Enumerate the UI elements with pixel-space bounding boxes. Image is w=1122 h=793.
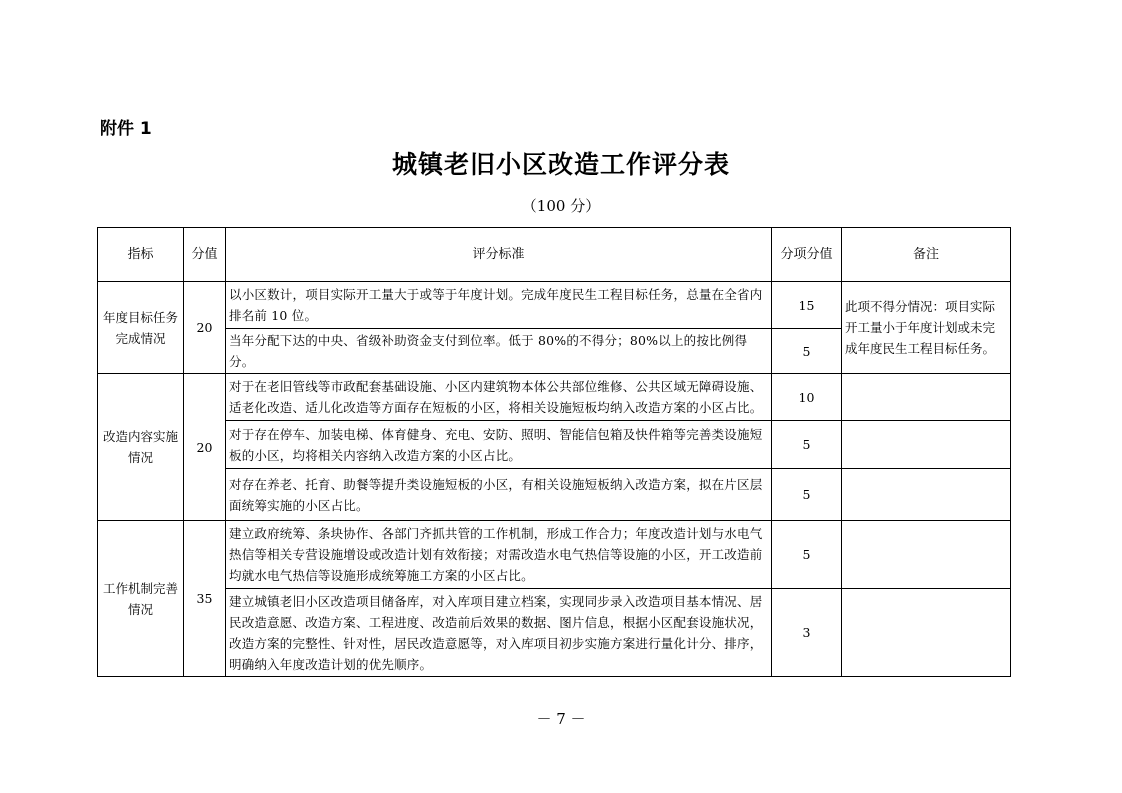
sub-score-cell: 15	[772, 282, 842, 329]
header-indicator: 指标	[98, 228, 184, 282]
page-number: － 7 －	[536, 710, 586, 728]
criterion-cell: 以小区数计，项目实际开工量大于或等于年度计划。完成年度民生工程目标任务，总量在全省内排名前 10 位。	[226, 282, 772, 329]
table-row	[98, 282, 1011, 329]
attachment-label: 附件 1	[100, 119, 152, 139]
note-cell	[842, 421, 1011, 469]
table-row	[98, 521, 1011, 589]
sub-score-cell: 5	[772, 521, 842, 589]
document-subtitle: （100 分）	[521, 197, 601, 215]
criterion-cell: 对于存在停车、加装电梯、体育健身、充电、安防、照明、智能信包箱及快件箱等完善类设施短板的小区，均将相关内容纳入改造方案的小区占比。	[226, 421, 772, 469]
criterion-cell: 当年分配下达的中央、省级补助资金支付到位率。低于 80%的不得分；80%以上的按比例得分。	[226, 329, 772, 374]
criterion-cell: 对存在养老、托育、助餐等提升类设施短板的小区，有相关设施短板纳入改造方案，拟在片区层面统筹实施的小区占比。	[226, 469, 772, 521]
score-cell: 20	[184, 374, 226, 521]
header-criteria: 评分标准	[226, 228, 772, 282]
criterion-cell: 建立政府统筹、条块协作、各部门齐抓共管的工作机制，形成工作合力；年度改造计划与水电气热信等相关专营设施增设或改造计划有效衔接；对需改造水电气热信等设施的小区，开工改造前均就水电气热信等设施形成统筹施工方案的小区占比。	[226, 521, 772, 589]
header-score: 分值	[184, 228, 226, 282]
score-cell: 20	[184, 282, 226, 374]
note-cell	[842, 469, 1011, 521]
table-row	[98, 589, 1011, 677]
table-row	[98, 421, 1011, 469]
indicator-cell: 工作机制完善情况	[98, 521, 184, 677]
note-cell	[842, 521, 1011, 589]
table-row	[98, 374, 1011, 421]
indicator-cell: 年度目标任务完成情况	[98, 282, 184, 374]
sub-score-cell: 10	[772, 374, 842, 421]
note-cell	[842, 374, 1011, 421]
sub-score-cell: 3	[772, 589, 842, 677]
sub-score-cell: 5	[772, 329, 842, 374]
indicator-cell: 改造内容实施情况	[98, 374, 184, 521]
note-cell	[842, 589, 1011, 677]
table-header-row	[98, 228, 1011, 282]
document-title: 城镇老旧小区改造工作评分表	[391, 150, 730, 179]
note-cell: 此项不得分情况：项目实际开工量小于年度计划或未完成年度民生工程目标任务。	[842, 282, 1011, 374]
criterion-cell: 对于在老旧管线等市政配套基础设施、小区内建筑物本体公共部位维修、公共区域无障碍设施、适老化改造、适儿化改造等方面存在短板的小区，将相关设施短板均纳入改造方案的小区占比。	[226, 374, 772, 421]
sub-score-cell: 5	[772, 469, 842, 521]
sub-score-cell: 5	[772, 421, 842, 469]
criterion-cell: 建立城镇老旧小区改造项目储备库，对入库项目建立档案，实现同步录入改造项目基本情况、居民改造意愿、改造方案、工程进度、改造前后效果的数据、图片信息，根据小区配套设施状况，改造方案的完整性、针对性，居民改造意愿等，对入库项目初步实施方案进行量化计分、排序，明确纳入年度改造计划的优先顺序。	[226, 589, 772, 677]
score-cell: 35	[184, 521, 226, 677]
scoring-table	[97, 227, 1011, 677]
header-note: 备注	[842, 228, 1011, 282]
header-sub-score: 分项分值	[772, 228, 842, 282]
table-row	[98, 469, 1011, 521]
